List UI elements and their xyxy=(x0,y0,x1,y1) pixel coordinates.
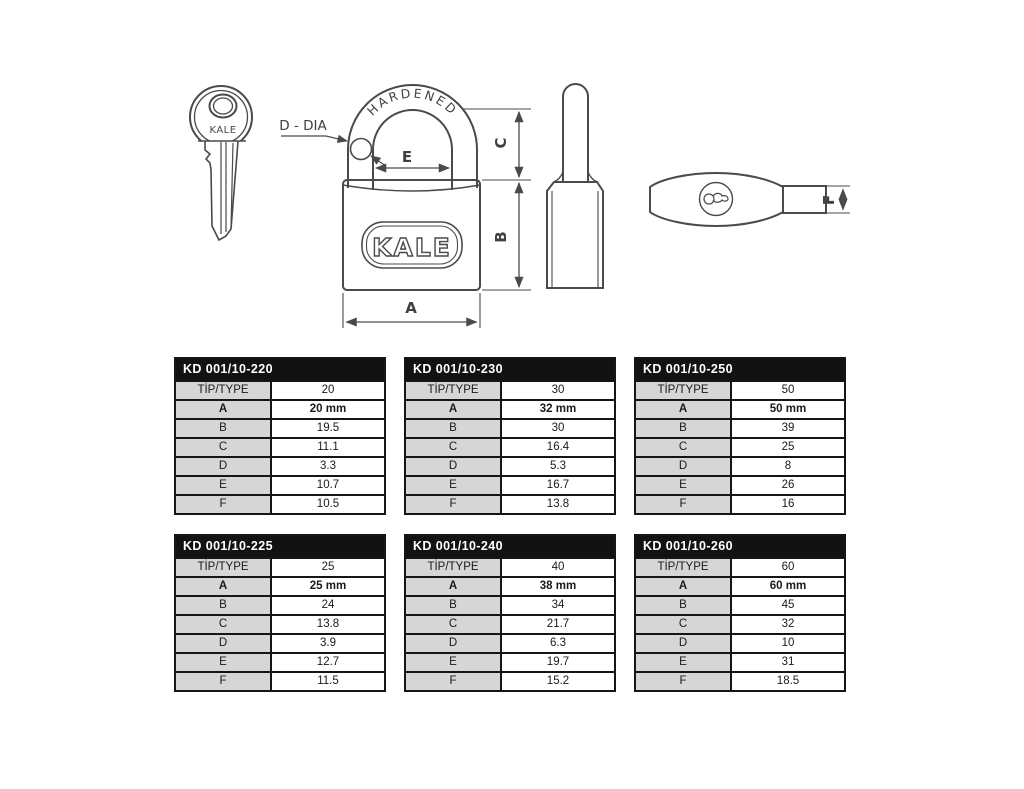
dim-label-cell: B xyxy=(636,420,732,437)
dim-label-cell: C xyxy=(636,616,732,633)
table-row xyxy=(406,576,614,595)
spec-table xyxy=(404,534,616,692)
dim-label-cell: C xyxy=(406,439,502,456)
dim-label-cell: D xyxy=(636,458,732,475)
dim-label-cell: TİP/TYPE xyxy=(636,559,732,576)
table-row xyxy=(636,652,844,671)
table-row xyxy=(636,494,844,513)
dim-value-cell: 19.5 xyxy=(272,420,384,437)
dim-value-cell: 26 xyxy=(732,477,844,494)
table-row xyxy=(406,399,614,418)
dim-label-cell: A xyxy=(406,578,502,595)
dim-label-cell: E xyxy=(176,477,272,494)
spec-tables-grid xyxy=(174,357,846,692)
spec-table xyxy=(404,357,616,515)
table-model-title: KD 001/10-240 xyxy=(406,536,614,557)
dim-value-cell: 25 mm xyxy=(272,578,384,595)
dim-label-cell: TİP/TYPE xyxy=(176,559,272,576)
table-row xyxy=(176,475,384,494)
dim-value-cell: 32 xyxy=(732,616,844,633)
dim-value-cell: 30 xyxy=(502,382,614,399)
dim-value-cell: 60 xyxy=(732,559,844,576)
table-row xyxy=(176,418,384,437)
table-row xyxy=(406,595,614,614)
dim-label-cell: TİP/TYPE xyxy=(176,382,272,399)
table-model-title: KD 001/10-225 xyxy=(176,536,384,557)
dimension-annotations xyxy=(279,109,531,328)
dim-label-cell: B xyxy=(406,420,502,437)
table-row xyxy=(406,614,614,633)
dim-value-cell: 32 mm xyxy=(502,401,614,418)
table-row xyxy=(176,399,384,418)
table-row xyxy=(176,671,384,690)
table-row xyxy=(176,652,384,671)
dim-value-cell: 25 xyxy=(732,439,844,456)
dim-value-cell: 30 xyxy=(502,420,614,437)
table-row xyxy=(176,437,384,456)
dim-b-label: B xyxy=(492,231,510,243)
dim-value-cell: 10.5 xyxy=(272,496,384,513)
table-row xyxy=(406,475,614,494)
spec-table xyxy=(174,534,386,692)
table-row xyxy=(636,595,844,614)
dim-label-cell: A xyxy=(636,578,732,595)
dim-value-cell: 16.7 xyxy=(502,477,614,494)
dim-value-cell: 50 xyxy=(732,382,844,399)
dim-label-cell: F xyxy=(406,496,502,513)
table-model-title: KD 001/10-220 xyxy=(176,359,384,380)
dim-value-cell: 10 xyxy=(732,635,844,652)
dim-value-cell: 19.7 xyxy=(502,654,614,671)
dim-value-cell: 21.7 xyxy=(502,616,614,633)
dim-label-cell: D xyxy=(176,635,272,652)
table-row xyxy=(636,576,844,595)
dim-label-cell: D xyxy=(636,635,732,652)
table-model-title: KD 001/10-260 xyxy=(636,536,844,557)
dim-label-cell: F xyxy=(406,673,502,690)
spec-table xyxy=(634,534,846,692)
dim-label-cell: C xyxy=(636,439,732,456)
dim-value-cell: 5.3 xyxy=(502,458,614,475)
dim-label-cell: D xyxy=(406,635,502,652)
dim-value-cell: 18.5 xyxy=(732,673,844,690)
dim-value-cell: 38 mm xyxy=(502,578,614,595)
dim-label-cell: E xyxy=(636,654,732,671)
key-brand-label: KALE xyxy=(209,125,237,136)
dim-label-cell: F xyxy=(636,673,732,690)
dim-label-cell: A xyxy=(406,401,502,418)
dim-label-cell: B xyxy=(176,597,272,614)
dim-value-cell: 16 xyxy=(732,496,844,513)
dim-value-cell: 40 xyxy=(502,559,614,576)
dim-label-cell: B xyxy=(636,597,732,614)
dim-label-cell: C xyxy=(176,616,272,633)
body-logo-label: KALE xyxy=(372,233,452,262)
padlock-side-view xyxy=(547,84,603,288)
table-row xyxy=(406,633,614,652)
dim-a-label: A xyxy=(405,299,417,317)
table-row xyxy=(636,671,844,690)
dim-label-cell: E xyxy=(406,654,502,671)
dim-e-label: E xyxy=(401,148,413,166)
dim-label-cell: C xyxy=(176,439,272,456)
table-row xyxy=(176,633,384,652)
dim-value-cell: 34 xyxy=(502,597,614,614)
dim-value-cell: 16.4 xyxy=(502,439,614,456)
dim-label-cell: F xyxy=(176,496,272,513)
dim-label-cell: A xyxy=(176,401,272,418)
table-row xyxy=(636,399,844,418)
table-row xyxy=(176,380,384,399)
keyhole-glyph xyxy=(704,193,728,204)
dim-value-cell: 13.8 xyxy=(502,496,614,513)
dim-label-cell: C xyxy=(406,616,502,633)
dim-value-cell: 31 xyxy=(732,654,844,671)
dim-label-cell: A xyxy=(636,401,732,418)
table-row xyxy=(636,437,844,456)
dim-label-cell: F xyxy=(176,673,272,690)
table-row xyxy=(636,380,844,399)
dim-value-cell: 11.5 xyxy=(272,673,384,690)
dim-label-cell: D xyxy=(406,458,502,475)
dim-d-label: D - DIA xyxy=(279,118,327,134)
key-front-view xyxy=(188,86,256,240)
dim-value-cell: 15.2 xyxy=(502,673,614,690)
dim-value-cell: 50 mm xyxy=(732,401,844,418)
dim-label-cell: E xyxy=(176,654,272,671)
shackle-hardened-label: HARDENED xyxy=(363,85,462,119)
table-row xyxy=(406,652,614,671)
table-row xyxy=(636,614,844,633)
shackle-diameter-circle xyxy=(351,139,372,160)
dim-value-cell: 8 xyxy=(732,458,844,475)
table-row xyxy=(406,437,614,456)
dim-label-cell: TİP/TYPE xyxy=(406,382,502,399)
table-row xyxy=(406,671,614,690)
table-row xyxy=(176,494,384,513)
dim-value-cell: 6.3 xyxy=(502,635,614,652)
table-row xyxy=(176,576,384,595)
dim-label-cell: A xyxy=(176,578,272,595)
dim-label-cell: TİP/TYPE xyxy=(636,382,732,399)
dim-label-cell: F xyxy=(636,496,732,513)
dim-value-cell: 39 xyxy=(732,420,844,437)
dim-value-cell: 60 mm xyxy=(732,578,844,595)
dim-value-cell: 12.7 xyxy=(272,654,384,671)
dim-value-cell: 45 xyxy=(732,597,844,614)
table-row xyxy=(406,418,614,437)
dim-label-cell: E xyxy=(406,477,502,494)
dim-value-cell: 25 xyxy=(272,559,384,576)
dim-value-cell: 11.1 xyxy=(272,439,384,456)
dim-value-cell: 3.3 xyxy=(272,458,384,475)
table-row xyxy=(636,633,844,652)
dim-label-cell: B xyxy=(406,597,502,614)
dim-label-cell: D xyxy=(176,458,272,475)
dim-label-cell: TİP/TYPE xyxy=(406,559,502,576)
dim-value-cell: 10.7 xyxy=(272,477,384,494)
table-row xyxy=(636,557,844,576)
table-model-title: KD 001/10-230 xyxy=(406,359,614,380)
spec-table xyxy=(634,357,846,515)
technical-drawing xyxy=(0,0,1024,350)
dim-label-cell: E xyxy=(636,477,732,494)
table-row xyxy=(636,475,844,494)
dim-c-label: C xyxy=(492,137,510,149)
dim-value-cell: 24 xyxy=(272,597,384,614)
table-row xyxy=(406,494,614,513)
table-row xyxy=(636,456,844,475)
dim-value-cell: 20 xyxy=(272,382,384,399)
table-row xyxy=(176,614,384,633)
dim-label-cell: B xyxy=(176,420,272,437)
table-row xyxy=(176,595,384,614)
table-model-title: KD 001/10-250 xyxy=(636,359,844,380)
table-row xyxy=(406,456,614,475)
dim-f-label: F xyxy=(820,194,838,206)
table-row xyxy=(176,456,384,475)
table-row xyxy=(176,557,384,576)
padlock-bottom-view xyxy=(650,173,850,226)
table-row xyxy=(406,380,614,399)
padlock-front-view xyxy=(343,85,480,290)
dim-value-cell: 13.8 xyxy=(272,616,384,633)
dim-value-cell: 20 mm xyxy=(272,401,384,418)
table-row xyxy=(636,418,844,437)
spec-table xyxy=(174,357,386,515)
table-row xyxy=(406,557,614,576)
dim-value-cell: 3.9 xyxy=(272,635,384,652)
